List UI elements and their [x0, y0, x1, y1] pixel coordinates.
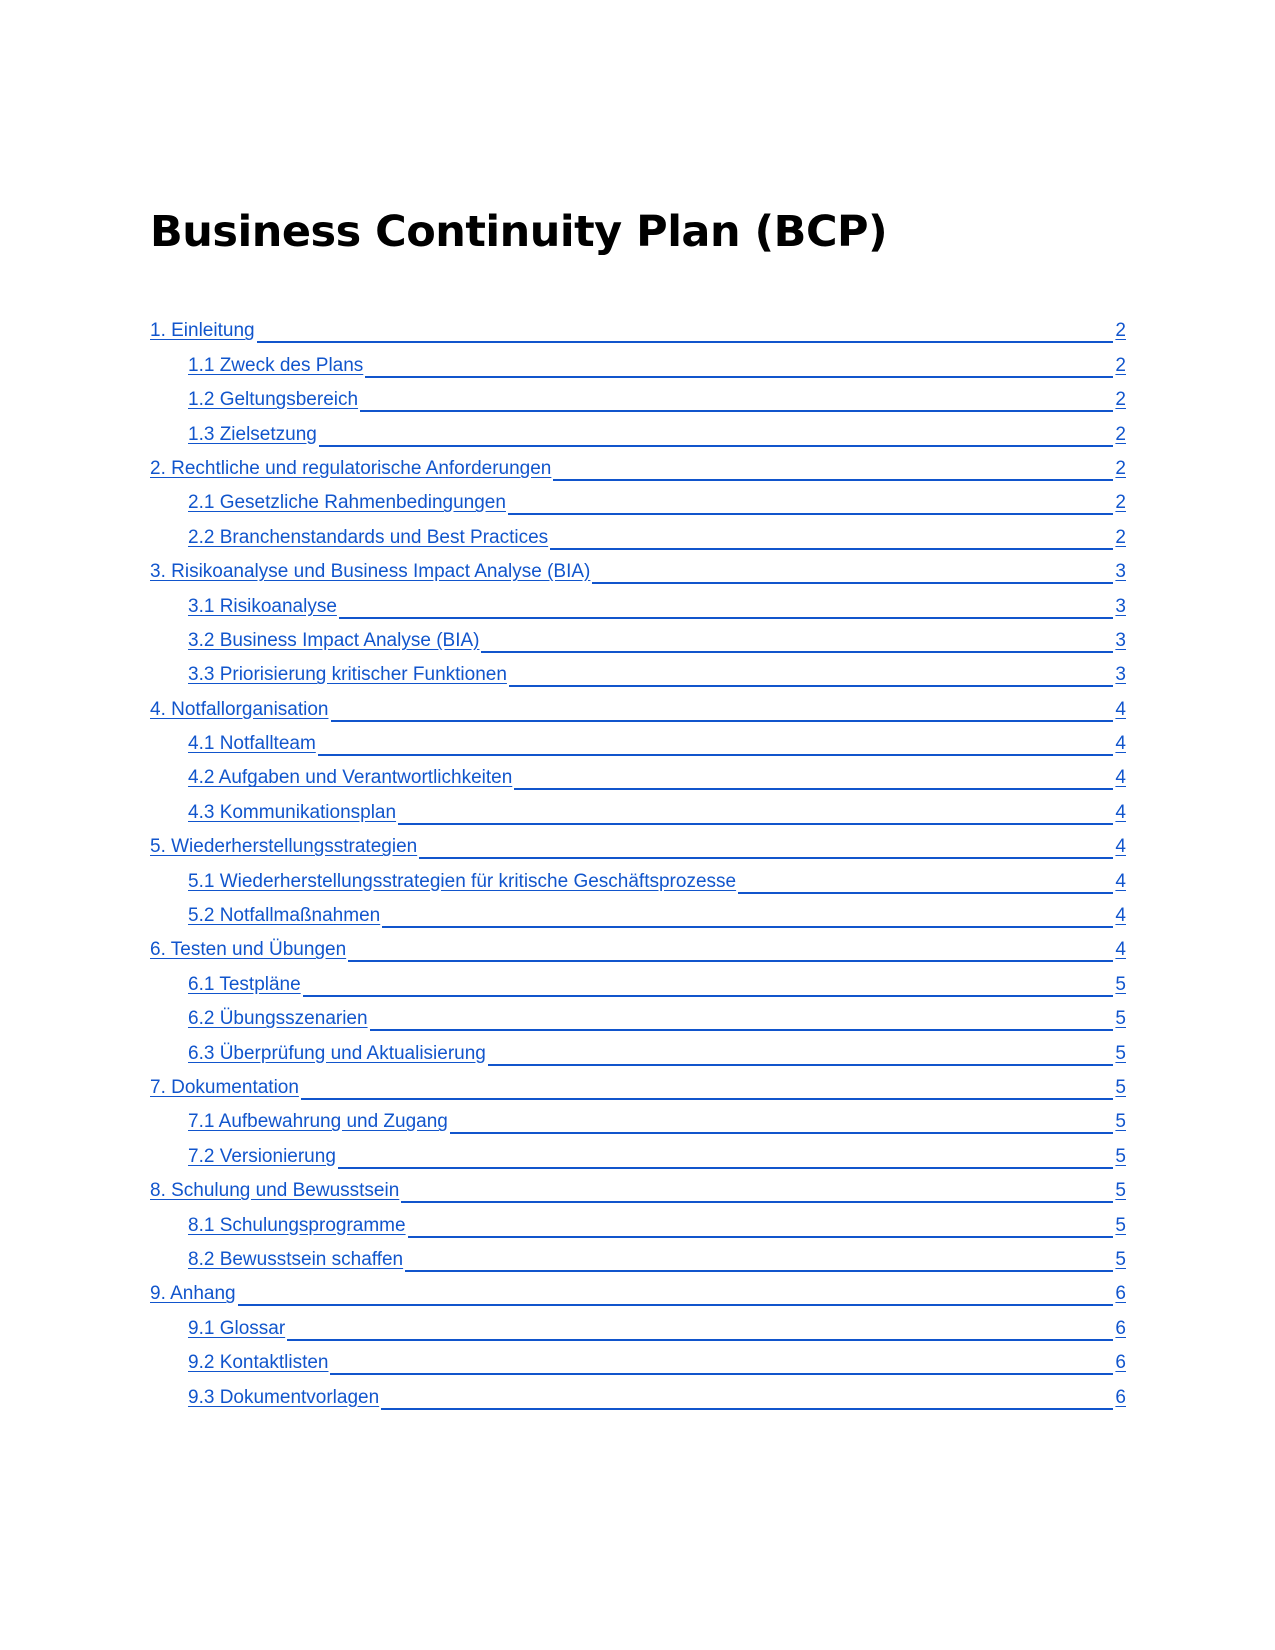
toc-entry-title: 7.2 Versionierung: [188, 1145, 336, 1167]
toc-page-number: 2: [1115, 389, 1126, 411]
toc-page-number: 6: [1115, 1283, 1126, 1305]
toc-page-number: 4: [1115, 870, 1126, 892]
toc-entry-title: 4.3 Kommunikationsplan: [188, 801, 397, 823]
toc-entry-title: 5.1 Wiederherstellungsstrategien für kritische Geschäftsprozesse: [188, 870, 737, 892]
toc-leader-line: [481, 651, 1113, 653]
toc-entry-title: 5. Wiederherstellungsstrategien: [150, 836, 418, 858]
toc-page-number: 5: [1115, 1214, 1126, 1236]
toc-leader-line: [370, 1029, 1114, 1031]
toc-leader-line: [408, 1236, 1114, 1238]
toc-subsection-link[interactable]: [150, 620, 1126, 654]
toc-entry-title: 4.2 Aufgaben und Verantwortlichkeiten: [188, 767, 513, 789]
toc-entry-title: 8.1 Schulungsprogramme: [188, 1214, 406, 1236]
toc-entry-title: 3. Risikoanalyse und Business Impact Analyse (BIA): [150, 561, 591, 583]
toc-page-number: 4: [1115, 939, 1126, 961]
toc-section-link[interactable]: [150, 1170, 1126, 1204]
toc-leader-line: [401, 1201, 1113, 1203]
toc-entry-title: 7.1 Aufbewahrung und Zugang: [188, 1111, 448, 1133]
toc-subsection-link[interactable]: [150, 1032, 1126, 1066]
toc-leader-line: [508, 513, 1113, 515]
toc-section-link[interactable]: [150, 1067, 1126, 1101]
toc-subsection-link[interactable]: [150, 1239, 1126, 1273]
toc-entry-title: 4. Notfallorganisation: [150, 698, 329, 720]
toc-leader-line: [303, 995, 1114, 997]
toc-leader-line: [398, 823, 1113, 825]
toc-page-number: 5: [1115, 1076, 1126, 1098]
toc-page-number: 2: [1115, 526, 1126, 548]
toc-page-number: 4: [1115, 801, 1126, 823]
toc-subsection-link[interactable]: [150, 963, 1126, 997]
document-title: Business Continuity Plan (BCP): [150, 207, 888, 257]
toc-subsection-link[interactable]: [150, 1376, 1126, 1410]
toc-subsection-link[interactable]: [150, 723, 1126, 757]
toc-section-link[interactable]: [150, 929, 1126, 963]
toc-page-number: 5: [1115, 1008, 1126, 1030]
toc-entry-title: 9.2 Kontaktlisten: [188, 1352, 329, 1374]
toc-page-number: 2: [1115, 354, 1126, 376]
toc-subsection-link[interactable]: [150, 379, 1126, 413]
toc-entry-title: 4.1 Notfallteam: [188, 733, 316, 755]
toc-entry-title: 6. Testen und Übungen: [150, 939, 347, 961]
toc-subsection-link[interactable]: [150, 757, 1126, 791]
toc-leader-line: [738, 892, 1113, 894]
toc-page-number: 2: [1115, 423, 1126, 445]
toc-page-number: 3: [1115, 664, 1126, 686]
toc-page-number: 4: [1115, 733, 1126, 755]
toc-subsection-link[interactable]: [150, 1307, 1126, 1341]
toc-entry-title: 6.3 Überprüfung und Aktualisierung: [188, 1042, 486, 1064]
toc-subsection-link[interactable]: [150, 860, 1126, 894]
toc-page-number: 2: [1115, 320, 1126, 342]
toc-entry-title: 3.2 Business Impact Analyse (BIA): [188, 629, 480, 651]
toc-leader-line: [450, 1132, 1114, 1134]
toc-leader-line: [257, 341, 1114, 343]
toc-page-number: 3: [1115, 595, 1126, 617]
toc-entry-title: 9.3 Dokumentvorlagen: [188, 1386, 380, 1408]
toc-entry-title: 1.1 Zweck des Plans: [188, 354, 364, 376]
toc-leader-line: [514, 788, 1113, 790]
toc-section-link[interactable]: [150, 826, 1126, 860]
toc-page-number: 6: [1115, 1352, 1126, 1374]
toc-section-link[interactable]: [150, 448, 1126, 482]
toc-subsection-link[interactable]: [150, 516, 1126, 550]
toc-leader-line: [348, 960, 1113, 962]
toc-entry-title: 7. Dokumentation: [150, 1076, 299, 1098]
toc-section-link[interactable]: [150, 310, 1126, 344]
toc-entry-title: 6.1 Testpläne: [188, 973, 301, 995]
toc-subsection-link[interactable]: [150, 1135, 1126, 1169]
toc-section-link[interactable]: [150, 1273, 1126, 1307]
toc-page-number: 3: [1115, 561, 1126, 583]
toc-subsection-link[interactable]: [150, 585, 1126, 619]
toc-leader-line: [365, 376, 1113, 378]
toc-leader-line: [550, 548, 1113, 550]
toc-entry-title: 8. Schulung und Bewusstsein: [150, 1180, 400, 1202]
toc-page-number: 4: [1115, 698, 1126, 720]
toc-page-number: 5: [1115, 1180, 1126, 1202]
toc-entry-title: 5.2 Notfallmaßnahmen: [188, 905, 381, 927]
toc-page-number: 5: [1115, 1145, 1126, 1167]
toc-section-link[interactable]: [150, 551, 1126, 585]
toc-entry-title: 1. Einleitung: [150, 320, 255, 342]
toc-subsection-link[interactable]: [150, 413, 1126, 447]
toc-page-number: 5: [1115, 1248, 1126, 1270]
toc-leader-line: [488, 1064, 1114, 1066]
toc-subsection-link[interactable]: [150, 998, 1126, 1032]
toc-page-number: 5: [1115, 1042, 1126, 1064]
toc-subsection-link[interactable]: [150, 654, 1126, 688]
toc-leader-line: [381, 1408, 1113, 1410]
toc-entry-title: 9.1 Glossar: [188, 1317, 286, 1339]
toc-subsection-link[interactable]: [150, 895, 1126, 929]
toc-leader-line: [553, 479, 1113, 481]
toc-entry-title: 2. Rechtliche und regulatorische Anforderungen: [150, 457, 552, 479]
toc-page-number: 3: [1115, 629, 1126, 651]
toc-leader-line: [330, 1373, 1113, 1375]
toc-leader-line: [592, 582, 1113, 584]
toc-subsection-link[interactable]: [150, 1342, 1126, 1376]
table-of-contents: [150, 310, 1126, 1411]
toc-subsection-link[interactable]: [150, 1204, 1126, 1238]
toc-leader-line: [318, 754, 1114, 756]
toc-entry-title: 2.2 Branchenstandards und Best Practices: [188, 526, 549, 548]
toc-page-number: 4: [1115, 767, 1126, 789]
toc-page-number: 5: [1115, 973, 1126, 995]
toc-leader-line: [382, 926, 1113, 928]
toc-page-number: 6: [1115, 1317, 1126, 1339]
toc-leader-line: [338, 1167, 1114, 1169]
toc-entry-title: 1.3 Zielsetzung: [188, 423, 317, 445]
toc-leader-line: [331, 720, 1114, 722]
toc-leader-line: [419, 857, 1113, 859]
toc-entry-title: 3.1 Risikoanalyse: [188, 595, 337, 617]
toc-page-number: 4: [1115, 905, 1126, 927]
toc-subsection-link[interactable]: [150, 482, 1126, 516]
toc-leader-line: [301, 1098, 1114, 1100]
toc-page-number: 5: [1115, 1111, 1126, 1133]
toc-entry-title: 1.2 Geltungsbereich: [188, 389, 359, 411]
toc-subsection-link[interactable]: [150, 344, 1126, 378]
toc-leader-line: [360, 410, 1113, 412]
toc-entry-title: 2.1 Gesetzliche Rahmenbedingungen: [188, 492, 506, 514]
toc-entry-title: 6.2 Übungsszenarien: [188, 1008, 368, 1030]
toc-leader-line: [238, 1304, 1114, 1306]
toc-entry-title: 8.2 Bewusstsein schaffen: [188, 1248, 404, 1270]
toc-entry-title: 3.3 Priorisierung kritischer Funktionen: [188, 664, 507, 686]
toc-entry-title: 9. Anhang: [150, 1283, 236, 1305]
toc-leader-line: [509, 685, 1114, 687]
toc-leader-line: [287, 1339, 1113, 1341]
toc-page-number: 2: [1115, 492, 1126, 514]
toc-leader-line: [319, 445, 1114, 447]
toc-section-link[interactable]: [150, 688, 1126, 722]
toc-leader-line: [405, 1270, 1113, 1272]
toc-leader-line: [339, 617, 1114, 619]
toc-page-number: 6: [1115, 1386, 1126, 1408]
toc-page-number: 4: [1115, 836, 1126, 858]
toc-subsection-link[interactable]: [150, 1101, 1126, 1135]
toc-page-number: 2: [1115, 457, 1126, 479]
toc-subsection-link[interactable]: [150, 791, 1126, 825]
